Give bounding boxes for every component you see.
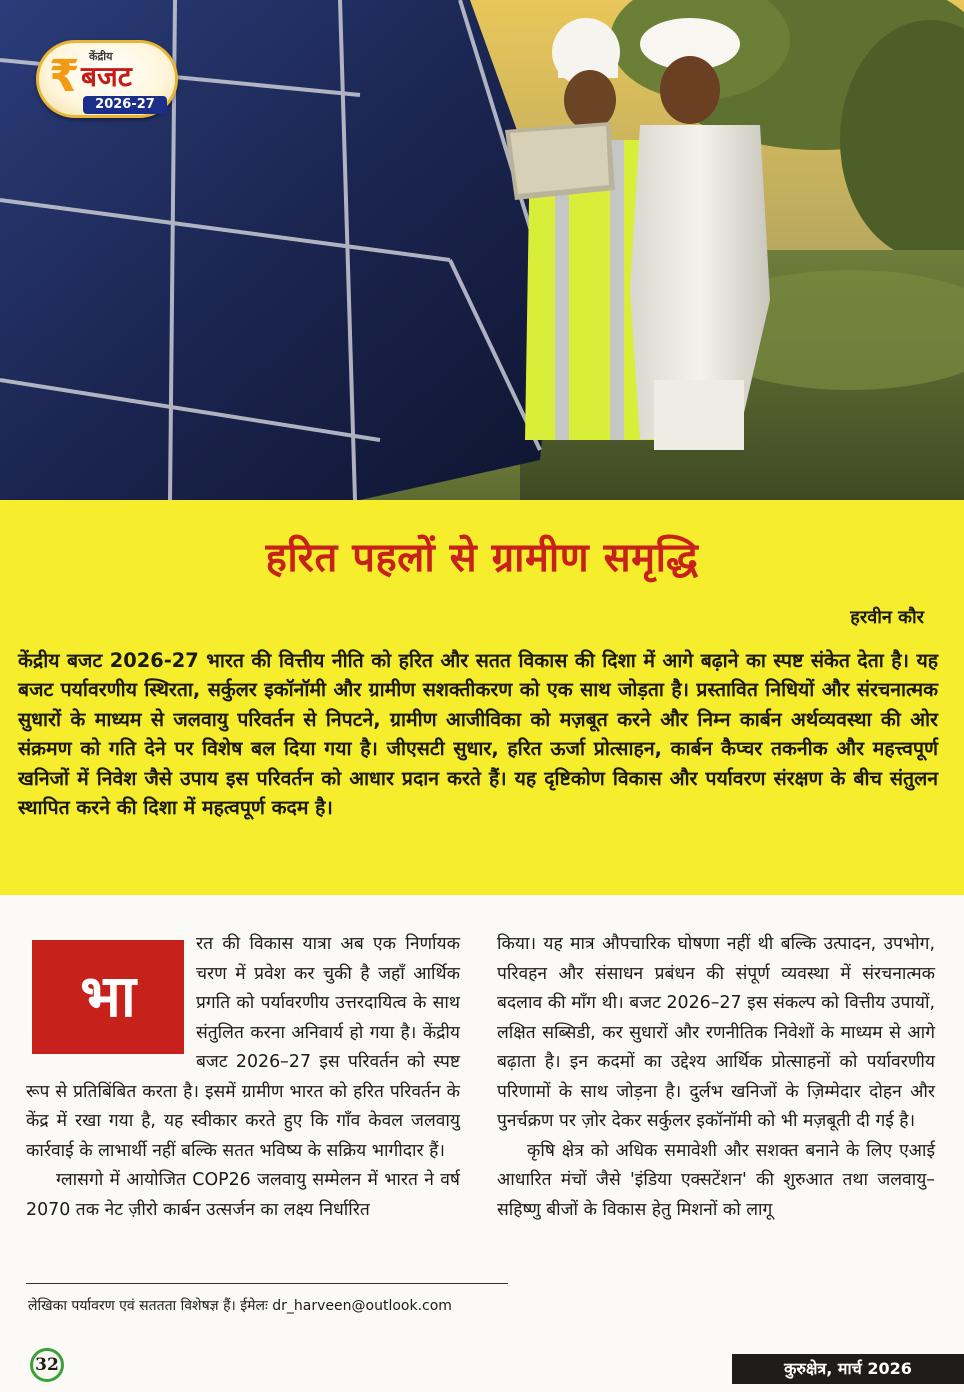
left-column [26, 930, 460, 1225]
body-paragraph: किया। यह मात्र औपचारिक घोषणा नहीं थी बल्कि उत्पादन, उपभोग, परिवहन और संसाधन प्रबंधन की संपूर्ण व्यवस्था में संरचनात्मक बदलाव की माँग थी। बजट 2026–27 इस संकल्प को वित्तीय उपायों, लक्षित सब्सिडी, कर सुधारों और रणनीतिक निवेशों के माध्यम से आगे बढ़ाता है। इन कदमों का उद्देश्य आर्थिक प्रोत्साहनों को पर्यावरणीय परिणामों के साथ जोड़ना है। दुर्लभ खनिजों के ज़िम्मेदार दोहन और पुनर्चक्रण पर ज़ोर देकर सर्कुलर इकॉनॉमी को भी मज़बूती दी गई है। [497, 934, 935, 1131]
budget-badge [36, 40, 178, 118]
author-footnote: लेखिका पर्यावरण एवं सततता विशेषज्ञ हैं। ईमेलः dr_harveen@outlook.com [28, 1298, 452, 1314]
rupee-icon: ₹ [49, 51, 80, 102]
author-name: हरवीन कौर [850, 607, 924, 628]
body-paragraph: रत की विकास यात्रा अब एक निर्णायक चरण में प्रवेश कर चुकी है जहाँ आर्थिक प्रगति को पर्यावरणीय उत्तरदायित्व के साथ संतुलित करना अनिवार्य हो गया है। केंद्रीय बजट 2026–27 इस परिवर्तन को स्पष्ट रूप से प्रतिबिंबित करता है। इसमें ग्रामीण भारत को हरित परिवर्तन के केंद्र में रखा गया है, यह स्वीकार करते हुए कि गाँव केवल जलवायु कार्रवाई के लाभार्थी नहीं बल्कि सतत भविष्य के सक्रिय भागीदार हैं। [26, 934, 460, 1161]
body-paragraph: कृषि क्षेत्र को अधिक समावेशी और सशक्त बनाने के लिए एआई आधारित मंचों जैसे 'इंडिया एक्सटेंशन' की शुरुआत तथा जलवायु–सहिष्णु बीजों के विकास हेतु मिशनों को लागू [497, 1140, 935, 1220]
right-column [497, 930, 935, 1225]
badge-subtitle: केंद्रीय [89, 50, 113, 63]
body-paragraph: ग्लासगो में आयोजित COP26 जलवायु सम्मेलन में भारत ने वर्ष 2070 तक नेट ज़ीरो कार्बन उत्सर्जन का लक्ष्य निर्धारित [26, 1170, 460, 1220]
article-intro: केंद्रीय बजट 2026-27 भारत की वित्तीय नीति को हरित और सतत विकास की दिशा में आगे बढ़ाने का स्पष्ट संकेत देता है। यह बजट पर्यावरणीय स्थिरता, सर्कुलर इकॉनॉमी और ग्रामीण सशक्तीकरण को एक साथ जोड़ता है। प्रस्तावित निधियों और संरचनात्मक सुधारों के माध्यम से जलवायु परिवर्तन से निपटने, ग्रामीण आजीविका को मज़बूत करने और निम्न कार्बन अर्थव्यवस्था की ओर संक्रमण को गति देने पर विशेष बल दिया गया है। जीएसटी सुधार, हरित ऊर्जा प्रोत्साहन, कार्बन कैप्चर तकनीक और महत्त्वपूर्ण खनिजों में निवेश जैसे उपाय इस परिवर्तन को आधार प्रदान करते हैं। यह दृष्टिकोण विकास और पर्यावरण संरक्षण के बीच संतुलन स्थापित करने की दिशा में महत्वपूर्ण कदम है। [18, 649, 938, 820]
hero-photo [0, 0, 964, 500]
footnote-divider [26, 1283, 508, 1284]
badge-title: बजट [81, 60, 132, 93]
magazine-masthead: कुरुक्षेत्र, मार्च 2026 [732, 1354, 964, 1384]
page-number: 32 [30, 1348, 64, 1382]
article-title: हरित पहलों से ग्रामीण समृद्धि [265, 535, 699, 581]
badge-year: 2026-27 [83, 96, 167, 114]
drop-cap: भा [32, 940, 184, 1054]
